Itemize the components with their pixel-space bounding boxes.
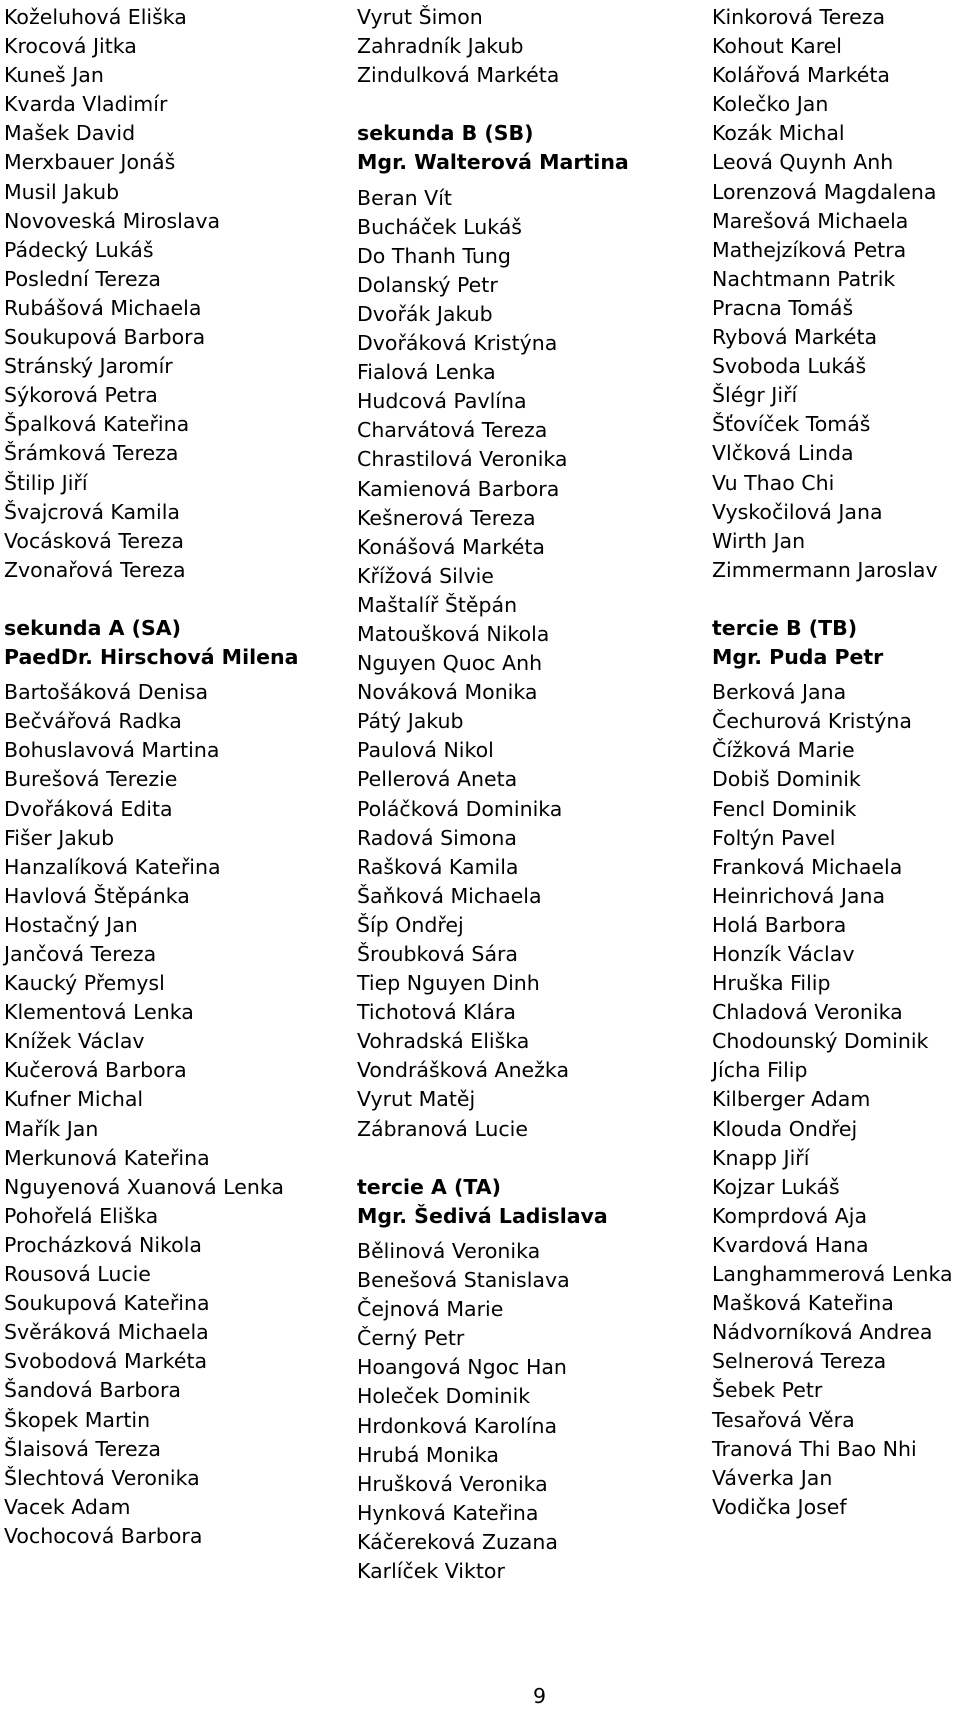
student-name: Vu Thao Chi xyxy=(712,470,835,495)
student-name: Nádvorníková Andrea xyxy=(712,1320,933,1345)
student-name: Svěráková Michaela xyxy=(4,1320,209,1345)
student-name: Holeček Dominik xyxy=(357,1384,531,1409)
student-name: Kojzar Lukáš xyxy=(712,1174,840,1199)
student-name: Franková Michaela xyxy=(712,854,903,879)
student-name: Dvořáková Edita xyxy=(4,796,173,821)
student-name: Zimmermann Jaroslav xyxy=(712,557,938,582)
student-name: Rubášová Michaela xyxy=(4,295,202,320)
student-name: Nguyenová Xuanová Lenka xyxy=(4,1174,284,1199)
student-name: Kolářová Markéta xyxy=(712,63,890,88)
student-name: Kufner Michal xyxy=(4,1087,144,1112)
student-name: Fišer Jakub xyxy=(4,825,115,850)
student-name: Novoveská Miroslava xyxy=(4,208,221,233)
student-name: Kohout Karel xyxy=(712,34,842,59)
student-name: Mařík Jan xyxy=(4,1116,99,1141)
student-name: Kaucký Přemysl xyxy=(4,971,165,996)
student-name: Kilberger Adam xyxy=(712,1087,871,1112)
student-name: Dobiš Dominik xyxy=(712,767,861,792)
student-name: Šebek Petr xyxy=(712,1378,823,1403)
section-gap xyxy=(357,90,629,119)
student-name: Honzík Václav xyxy=(712,942,855,966)
column-1 xyxy=(4,3,298,1551)
student-name: Šandová Barbora xyxy=(4,1378,181,1403)
student-name: Káčereková Zuzana xyxy=(357,1529,558,1554)
student-name: Bohuslavová Martina xyxy=(4,738,220,763)
student-name: Pellerová Aneta xyxy=(357,767,518,792)
student-name: Čechurová Kristýna xyxy=(712,709,912,734)
student-name: Procházková Nikola xyxy=(4,1232,202,1257)
student-name: Hrdonková Karolína xyxy=(357,1413,558,1438)
student-name: Hynková Kateřina xyxy=(357,1500,539,1525)
student-name: Šrámková Tereza xyxy=(4,441,179,466)
student-name: Šroubková Sára xyxy=(357,942,518,966)
student-name: Selnerová Tereza xyxy=(712,1349,887,1374)
student-name: Hoangová Ngoc Han xyxy=(357,1355,567,1380)
student-name: Chladová Veronika xyxy=(712,1000,903,1025)
student-name: Kuneš Jan xyxy=(4,63,104,88)
student-name: Soukupová Barbora xyxy=(4,325,206,350)
student-name: Rousová Lucie xyxy=(4,1262,151,1287)
student-name: Kinkorová Tereza xyxy=(712,5,886,29)
class-title: tercie B (TB) xyxy=(712,615,858,640)
student-name: Čížková Marie xyxy=(712,738,855,763)
student-name: Bucháček Lukáš xyxy=(357,214,522,239)
student-name: Kamienová Barbora xyxy=(357,476,560,501)
student-name: Nachtmann Patrik xyxy=(712,266,896,291)
student-name: Dvořáková Kristýna xyxy=(357,331,558,356)
student-name: Hruška Filip xyxy=(712,971,831,996)
student-name: Wirth Jan xyxy=(712,528,806,553)
student-name: Berková Jana xyxy=(712,680,847,705)
student-name: Špalková Kateřina xyxy=(4,412,190,437)
student-name: Kešnerová Tereza xyxy=(357,505,536,530)
student-name: Zvonařová Tereza xyxy=(4,557,186,582)
student-name: Nováková Monika xyxy=(357,680,538,705)
student-name: Hrubá Monika xyxy=(357,1442,499,1467)
student-name: Paulová Nikol xyxy=(357,738,494,763)
student-name: Vyrut Matěj xyxy=(357,1087,476,1112)
student-name: Křížová Silvie xyxy=(357,563,494,588)
student-name: Konášová Markéta xyxy=(357,534,545,559)
student-name: Zindulková Markéta xyxy=(357,63,560,88)
student-name: Poslední Tereza xyxy=(4,266,161,291)
student-name: Svobodová Markéta xyxy=(4,1349,208,1374)
student-name: Klementová Lenka xyxy=(4,1000,194,1025)
student-name: Holá Barbora xyxy=(712,912,847,937)
student-name: Pádecký Lukáš xyxy=(4,237,154,262)
student-name: Mašek David xyxy=(4,121,136,146)
class-title: sekunda A (SA) xyxy=(4,615,181,640)
section-gap xyxy=(712,585,953,614)
student-name: Šlechtová Veronika xyxy=(4,1465,200,1490)
student-name: Dvořák Jakub xyxy=(357,301,493,326)
student-name: Mathejzíková Petra xyxy=(712,237,907,262)
student-name: Kvarda Vladimír xyxy=(4,92,168,117)
student-name: Vyskočilová Jana xyxy=(712,499,883,524)
student-name: Merkunová Kateřina xyxy=(4,1145,210,1170)
student-name: Jančová Tereza xyxy=(4,942,157,966)
student-name: Rašková Kamila xyxy=(357,854,519,879)
page-number: 9 xyxy=(533,1684,547,1708)
student-name: Stránský Jaromír xyxy=(4,354,173,379)
student-name: Sýkorová Petra xyxy=(4,383,158,408)
student-name: Váverka Jan xyxy=(712,1465,833,1490)
student-name: Tichotová Klára xyxy=(357,1000,516,1025)
student-name: Radová Simona xyxy=(357,825,517,850)
student-name: Hostačný Jan xyxy=(4,912,138,937)
student-name: Tiep Nguyen Dinh xyxy=(357,971,540,996)
student-name: Burešová Terezie xyxy=(4,767,178,792)
student-name: Kučerová Barbora xyxy=(4,1058,187,1083)
student-name: Langhammerová Lenka xyxy=(712,1262,953,1287)
student-name: Vocásková Tereza xyxy=(4,528,184,553)
student-name: Bečvářová Radka xyxy=(4,709,182,734)
student-name: Švajcrová Kamila xyxy=(4,499,180,524)
student-name: Tranová Thi Bao Nhi xyxy=(712,1436,917,1461)
student-name: Bartošáková Denisa xyxy=(4,680,209,705)
student-name: Hrušková Veronika xyxy=(357,1471,548,1496)
section-gap xyxy=(357,1144,629,1173)
student-name: Vondrášková Anežka xyxy=(357,1058,570,1083)
student-name: Kolečko Jan xyxy=(712,92,829,117)
student-name: Poláčková Dominika xyxy=(357,796,563,821)
class-teacher: Mgr. Šedivá Ladislava xyxy=(357,1203,608,1228)
student-name: Tesařová Věra xyxy=(712,1407,855,1432)
student-name: Hudcová Pavlína xyxy=(357,389,527,414)
student-name: Do Thanh Tung xyxy=(357,243,511,268)
student-name: Heinrichová Jana xyxy=(712,883,886,908)
class-teacher: Mgr. Puda Petr xyxy=(712,645,884,670)
class-title: sekunda B (SB) xyxy=(357,121,534,146)
student-name: Zábranová Lucie xyxy=(357,1116,528,1141)
student-name: Lorenzová Magdalena xyxy=(712,179,937,204)
student-name: Knížek Václav xyxy=(4,1029,145,1054)
class-teacher: PaedDr. Hirschová Milena xyxy=(4,645,299,670)
student-name: Krocová Jitka xyxy=(4,34,137,59)
class-teacher: Mgr. Walterová Martina xyxy=(357,150,629,175)
student-name: Vohradská Eliška xyxy=(357,1029,530,1054)
student-name: Matoušková Nikola xyxy=(357,621,550,646)
student-name: Hanzalíková Kateřina xyxy=(4,854,221,879)
student-name: Benešová Stanislava xyxy=(357,1268,570,1293)
student-name: Komprdová Aja xyxy=(712,1203,868,1228)
student-name: Zahradník Jakub xyxy=(357,34,524,59)
student-name: Šlégr Jiří xyxy=(712,383,798,408)
student-name: Merxbauer Jonáš xyxy=(4,150,176,175)
student-name: Soukupová Kateřina xyxy=(4,1291,210,1316)
student-name: Leová Quynh Anh xyxy=(712,150,894,175)
student-name: Charvátová Tereza xyxy=(357,418,548,443)
student-name: Foltýn Pavel xyxy=(712,825,836,850)
student-name: Štilip Jiří xyxy=(4,470,88,495)
student-name: Chrastilová Veronika xyxy=(357,447,568,472)
student-name: Beran Vít xyxy=(357,185,452,210)
student-name: Černý Petr xyxy=(357,1326,465,1351)
student-name: Marešová Michaela xyxy=(712,208,909,233)
student-name: Fialová Lenka xyxy=(357,360,496,385)
student-name: Mašková Kateřina xyxy=(712,1291,894,1316)
student-name: Pátý Jakub xyxy=(357,709,464,734)
student-name: Nguyen Quoc Anh xyxy=(357,651,543,676)
student-name: Vodička Josef xyxy=(712,1494,847,1519)
student-name: Maštalíř Štěpán xyxy=(357,592,518,617)
student-name: Kvardová Hana xyxy=(712,1232,869,1257)
student-name: Šíp Ondřej xyxy=(357,912,464,937)
student-name: Šlaisová Tereza xyxy=(4,1436,161,1461)
student-name: Dolanský Petr xyxy=(357,272,498,297)
student-name: Kozák Michal xyxy=(712,121,845,146)
student-name: Čejnová Marie xyxy=(357,1297,504,1322)
column-2 xyxy=(357,3,629,1586)
student-name: Pracna Tomáš xyxy=(712,295,854,320)
student-name: Knapp Jiří xyxy=(712,1145,810,1170)
column-3 xyxy=(712,3,953,1522)
student-name: Vlčková Linda xyxy=(712,441,854,466)
student-name: Jícha Filip xyxy=(712,1058,808,1083)
student-name: Vyrut Šimon xyxy=(357,5,483,29)
student-name: Koželuhová Eliška xyxy=(4,5,187,29)
student-name: Chodounský Dominik xyxy=(712,1029,929,1054)
student-name: Svoboda Lukáš xyxy=(712,354,867,379)
student-name: Vochocová Barbora xyxy=(4,1523,203,1548)
student-name: Šaňková Michaela xyxy=(357,883,542,908)
student-name: Fencl Dominik xyxy=(712,796,857,821)
student-name: Klouda Ondřej xyxy=(712,1116,858,1141)
student-name: Havlová Štěpánka xyxy=(4,883,190,908)
student-name: Šťovíček Tomáš xyxy=(712,412,871,437)
student-name: Vacek Adam xyxy=(4,1494,131,1519)
student-name: Pohořelá Eliška xyxy=(4,1203,159,1228)
student-name: Musil Jakub xyxy=(4,179,120,204)
student-name: Bělinová Veronika xyxy=(357,1238,541,1263)
class-title: tercie A (TA) xyxy=(357,1174,502,1199)
student-name: Rybová Markéta xyxy=(712,325,878,350)
student-name: Karlíček Viktor xyxy=(357,1558,505,1583)
student-name: Škopek Martin xyxy=(4,1407,151,1432)
section-gap xyxy=(4,585,298,614)
